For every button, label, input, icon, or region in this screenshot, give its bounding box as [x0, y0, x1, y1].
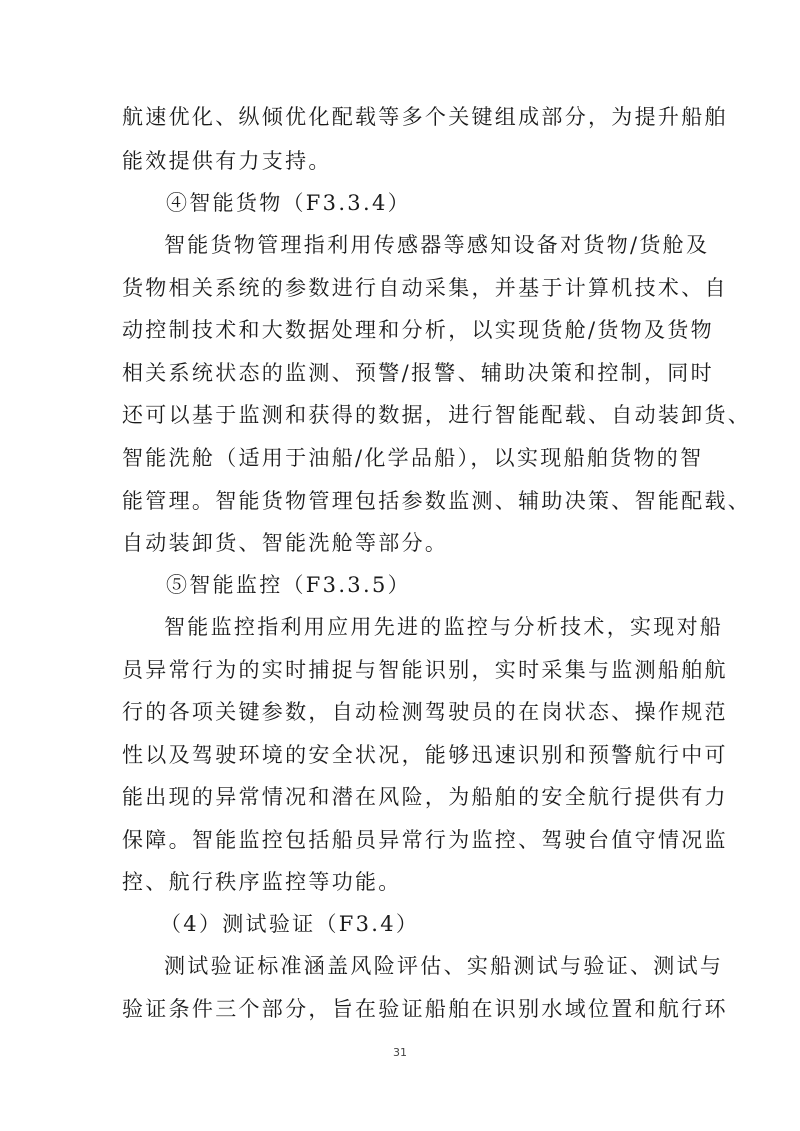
body-text-line: 能管理。智能货物管理包括参数监测、辅助决策、智能配载、 — [122, 489, 752, 513]
body-text-line: 行的各项关键参数，自动检测驾驶员的在岗状态、操作规范 — [122, 700, 728, 724]
section-heading-smart-monitoring: ⑤智能监控（F3.3.5） — [166, 573, 411, 597]
body-text-line: 能效提供有力支持。 — [122, 149, 332, 173]
body-text-line: 员异常行为的实时捕捉与智能识别，实时采集与监测船舶航 — [122, 658, 728, 682]
body-text-line: 货物相关系统的参数进行自动采集，并基于计算机技术、自 — [122, 276, 728, 300]
body-text-line: 控、航行秩序监控等功能。 — [122, 870, 402, 894]
body-text-line: 能出现的异常情况和潜在风险，为船舶的安全航行提供有力 — [122, 785, 728, 809]
body-text-line: 保障。智能监控包括船员异常行为监控、驾驶台值守情况监 — [122, 828, 728, 852]
body-text-line: 性以及驾驶环境的安全状况，能够迅速识别和预警航行中可 — [122, 743, 728, 767]
body-text-line: 相关系统状态的监测、预警/报警、辅助决策和控制，同时 — [122, 361, 714, 385]
paragraph-first-line: 智能货物管理指利用传感器等感知设备对货物/货舱及 — [164, 233, 710, 257]
body-text-line: 航速优化、纵倾优化配载等多个关键组成部分，为提升船舶 — [122, 105, 728, 129]
body-text-line: 智能洗舱（适用于油船/化学品船），以实现船舶货物的智 — [122, 446, 704, 470]
body-text-line: 动控制技术和大数据处理和分析，以实现货舱/货物及货物 — [122, 318, 714, 342]
paragraph-first-line: 智能监控指利用应用先进的监控与分析技术，实现对船 — [164, 615, 724, 639]
page-number: 31 — [393, 1046, 407, 1059]
section-heading-test-verification: （4）测试验证（F3.4） — [160, 912, 420, 936]
body-text-line: 验证条件三个部分，旨在验证船舶在识别水域位置和航行环 — [122, 997, 728, 1021]
body-text-line: 还可以基于监测和获得的数据，进行智能配载、自动装卸货、 — [122, 403, 752, 427]
paragraph-first-line: 测试验证标准涵盖风险评估、实船测试与验证、测试与 — [164, 954, 724, 978]
body-text-line: 自动装卸货、智能洗舱等部分。 — [122, 531, 449, 555]
section-heading-smart-cargo: ④智能货物（F3.3.4） — [166, 191, 411, 215]
